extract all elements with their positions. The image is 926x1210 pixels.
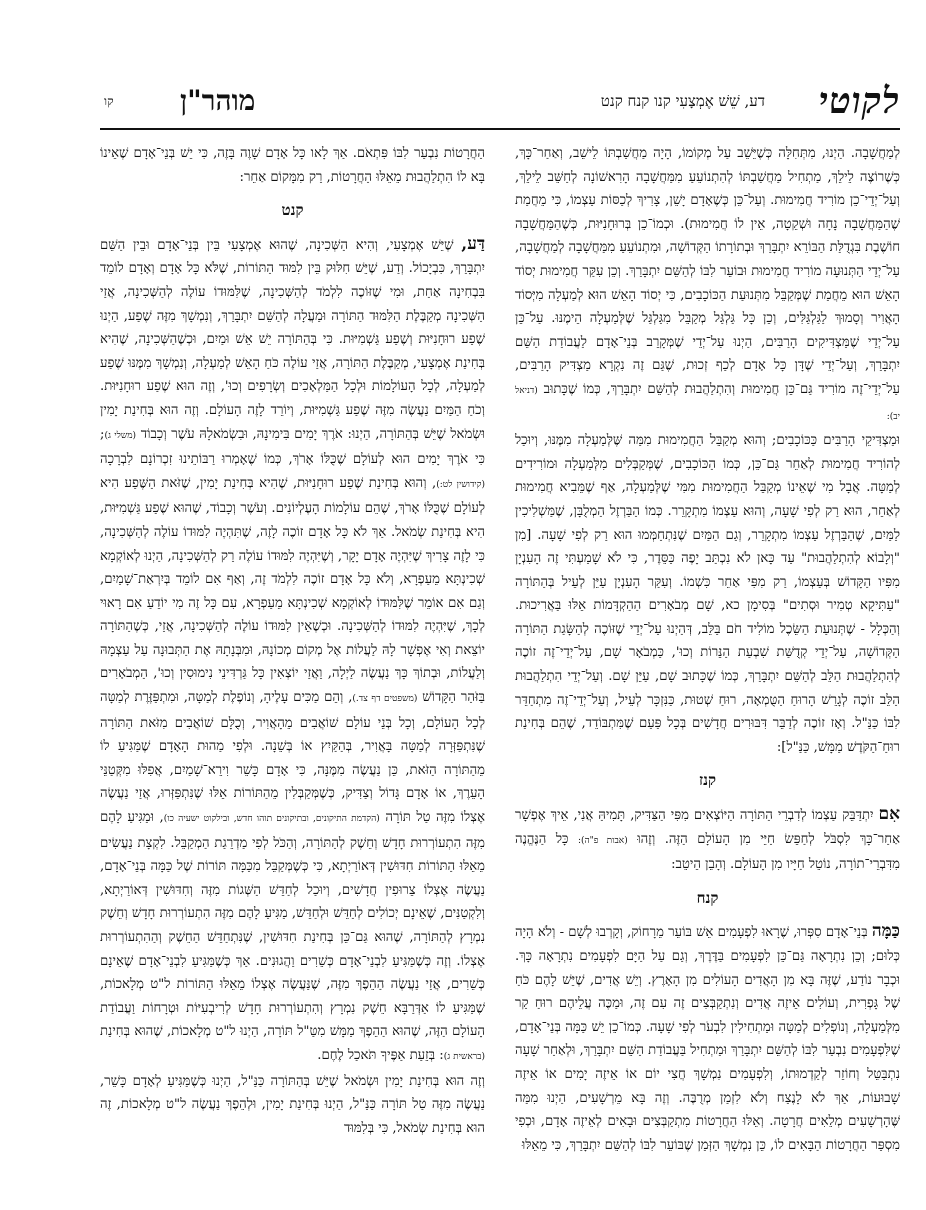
right-column bbox=[515, 142, 900, 1202]
paragraph: הַחֲרָטוֹת נִבְעַר לִבּוֹ פִּתְאֹם. אַךְ לָאו כָּל אָדָם שָׁוֶה בָּזֶה, כִּי יֵשׁ בְּנֵי־אָדָם שֶׁאֵינוֹ בָּא לוֹ הִתְלַהֲבוּת מֵאֵלּוּ הַחֲרָטוֹת, רַק מִמָּקוֹם אַחֵר: bbox=[100, 146, 485, 185]
lead-word: דַּע, bbox=[461, 233, 485, 254]
paragraph: לְמַחֲשָׁבָה. הַיְנוּ, מִתְּחִלָּה כְּשֶׁיֵּשֵׁב עַל מְקוֹמוֹ, הָיָה מַחֲשַׁבְתּוֹ לֵישֵׁב, וְאַחַר־כָּךְ, כְּשֶׁרוֹצֶה לֵילֵךְ, מַתְחִיל מַחֲשַׁבְתּוֹ לְהִתְנוֹעֵעַ מִמַּחֲשָׁבָה הָרִאשׁוֹנָה לְחַשֵּׁב לֵילֵךְ, וְעַל־יְדֵי־כֵן מוֹרִיד חֲמִימוּת. וְעַל־כֵּן כְּשֶׁאָדָם יָשֵׁן, צָרִיךְ לְכַסּוֹת עַצְמוֹ, כִּי מֵחֲמַת שֶׁהַמַּחֲשָׁבָה נָחָה וּשְׁקֵטָה, אֵין לוֹ חֲמִימוּת). וּכְמוֹ־כֵן בְּרוּחָנִיּוּת, כְּשֶׁהַמַּחֲשָׁבָה חוֹשֶׁבֶת בִּגְדֻלַּת הַבּוֹרֵא יִתְבָּרַךְ וּבְתוֹרָתוֹ הַקְּדוֹשָׁה, וּמִתְנוֹעֵעַ מִמַּחֲשָׁבָה לְמַחֲשָׁבָה, עַל־יְדֵי הַתְּנוּעָה מוֹרִיד חֲמִימוּת וּבוֹעֵר לִבּוֹ לְהַשֵּׁם יִתְבָּרַךְ. וְכֵן עִקַּר חֲמִימוּת יְסוֹד הָאֵשׁ הוּא מֵחֲמַת שֶׁמְּקַבֵּל מִתְּנוּעַת הַכּוֹכָבִים, כִּי יְסוֹד הָאֵשׁ הוּא לְמַעְלָה מִיְּסוֹד הָאֲוִיר וְסָמוּךְ לַגַּלְגַּלִּים, וְכֵן כָּל גַּלְגַּל מְקַבֵּל מִגַּלְגַּל שֶׁלְּמַעְלָה הֵימֶנּוּ. עַל־כֵּן עַל־יְדֵי שֶׁמַּצְדִּיקִים הָרַבִּים, הַיְנוּ עַל־יְדֵי שֶׁמְּקָרֵב בְּנֵי־אָדָם לַעֲבוֹדַת הַשֵּׁם יִתְבָּרַךְ, וְעַל־יְדֵי שֶׁדָּן כָּל אָדָם לְכַף זְכוּת, שֶׁגַּם זֶה נִקְרָא מַצְדִּיק הָרַבִּים, עַל־יְדֵי־זֶה מוֹרִיד גַּם־כֵּן חֲמִימוּת וְהִתְלַהֲבוּת לְהַשֵּׁם יִתְבָּרַךְ, כְּמוֹ שֶׁכָּתוּב (דניאל יב): bbox=[515, 146, 900, 422]
section-heading: קנז bbox=[698, 771, 717, 790]
paragraph: דַּע, שֶׁיֵּשׁ אֶמְצָעִי, וְהִיא הַשְּׁכִינָה, שֶׁהוּא אֶמְצָעִי בֵּין בְּנֵי־אָדָם וּבֵין הַשֵּׁם יִתְבָּרַךְ, כִּבְיָכוֹל. וְדַע, שֶׁיֵּשׁ חִלּוּק בֵּין לִמּוּד הַתּוֹרוֹת, שֶׁלֹּא כָּל אָדָם וְאָדָם לוֹמֵד בִּבְחִינָה אַחַת, וּמִי שֶׁזּוֹכֶה לִלְמֹד לְהַשְּׁכִינָה, שֶׁלִּמּוּדוֹ עוֹלֶה לְהַשְּׁכִינָה, אֲזַי הַשְּׁכִינָה מְקַבֶּלֶת הַלִּמּוּד הַתּוֹרָה וּמַעֲלָה לְהַשֵּׁם יִתְבָּרַךְ, וְנִמְשָׁךְ מִזֶּה שֶׁפַע, הַיְנוּ שֶׁפַע רוּחָנִיּוּת וְשֶׁפַע גַּשְׁמִיּוּת. כִּי בְּהַתּוֹרָה יֵשׁ אֵשׁ וּמַיִם, וּכְשֶׁהַשְּׁכִינָה, שֶׁהִיא בְּחִינַת אֶמְצָעִי, מְקַבֶּלֶת הַתּוֹרָה, אֲזַי עוֹלֶה כֹּחַ הָאֵשׁ לְמַעְלָה, וְנִמְשָׁךְ מִמֶּנּוּ שֶׁפַע לְמַעְלָה, לְכָל הָעוֹלָמוֹת וּלְכָל הַמַּלְאָכִים וְשְׂרָפִים וְכוּ', וְזֶה הוּא שֶׁפַע רוּחָנִיּוּת. וְכֹחַ הַמַּיִם נַעֲשֶׂה מִזֶּה שֶׁפַע גַּשְׁמִיּוּת, וְיוֹרֵד לָזֶה הָעוֹלָם. וְזֶה הוּא בְּחִינַת יָמִין וּשְׂמֹאל שֶׁיֵּשׁ בְּהַתּוֹרָה, הַיְנוּ: אֹרֶךְ יָמִים בִּימִינָהּ, וּבִשְׂמֹאלָהּ עֹשֶׁר וְכָבוֹד (משלי ג); כִּי אֹרֶךְ יָמִים הוּא לְעוֹלָם שֶׁכֻּלּוֹ אָרֹךְ, כְּמוֹ שֶׁאָמְרוּ רַבּוֹתֵינוּ זִכְרוֹנָם לִבְרָכָה (קידושין לט:), וְהוּא בְּחִינַת שֶׁפַע רוּחָנִיּוּת, שֶׁהִיא בְּחִינַת יָמִין, שֶׁזֹּאת הַשֶּׁפַע הִיא לְעוֹלָם שֶׁכֻּלּוֹ אָרֹךְ, שֶׁהֵם עוֹלָמוֹת הָעֶלְיוֹנִים. וְעֹשֶׁר וְכָבוֹד, שֶׁהוּא שֶׁפַע גַּשְׁמִיּוּת, הִיא בְּחִינַת שְׂמֹאל. אַךְ לֹא כָּל אָדָם זוֹכֶה לָזֶה, שֶׁתִּהְיֶה לִמּוּדוֹ עוֹלֶה לְהַשְּׁכִינָה, כִּי לָזֶה צָרִיךְ שֶׁיִּהְיֶה אָדָם יָקָר, וְשֶׁיִּהְיֶה לִמּוּדוֹ עוֹלֶה רַק לְהַשְּׁכִינָה, הַיְנוּ לְאוֹקְמָא שְׁכִינְתָּא מֵעַפְרָא, וְלֹא כָּל אָדָם זוֹכֶה לִלְמֹד זֶה, וְאַף אִם לוֹמֵד בְּיִרְאַת־שָׁמַיִם, וְגַם אִם אוֹמֵר שֶׁלִּמּוּדוֹ לְאוֹקְמָא שְׁכִינְתָּא מֵעַפְרָא, עִם כָּל זֶה מִי יוֹדֵעַ אִם רָאוּי לְכָךְ, שֶׁיִּהְיֶה לִמּוּדוֹ לְהַשְּׁכִינָה. וּכְשֶׁאֵין לִמּוּדוֹ עוֹלֶה לְהַשְּׁכִינָה, אֲזַי, כְּשֶׁהַתּוֹרָה יוֹצֵאת וְאִי אֶפְשָׁר לָהּ לַעֲלוֹת אֶל מְקוֹם מְכוֹנָהּ, וּמִבְּנָתָהּ אֶת הַתְּבוּנָה עַל עַצְמָהּ וְלַעֲלוֹת, וּבְתוֹךְ כָּךְ נַעֲשֶׂה לַיְלָה, וַאֲזַי יוֹצְאִין כָּל גַּרְדִּינֵי נִימוּסִין וְכוּ', הַמְבֹאָרִים בַּזֹּהַר הַקָּדוֹשׁ (משפטים דף צד.), וְהֵם מַכִּים עָלֶיהָ, וְנוֹפֶלֶת לְמַטָּה, וּמִתְפַּזֶּרֶת לְמַטָּה לְכָל הָעוֹלָם, וְכָל בְּנֵי עוֹלָם שׁוֹאֲבִים מֵהָאֲוִיר, וְכֻלָּם שׁוֹאֲבִים מִזֹּאת הַתּוֹרָה שֶׁנִּתְפַּזְּרָה לְמַטָּה בָּאֲוִיר, בְּהַקַּיִץ אוֹ בְּשֵׁנָה. וּלְפִי מַהוּת הָאָדָם שֶׁמַּגִּיעַ לוֹ מֵהַתּוֹרָה הַזֹּאת, כֵּן נַעֲשֶׂה מִמֶּנָּה, כִּי אָדָם כָּשֵׁר וִירֵא־שָׁמַיִם, אֲפִלּוּ מִקְּטַנֵּי הָעֵרֶךְ, אוֹ אָדָם גָּדוֹל וְצַדִּיק, כְּשֶׁמְּקַבְּלִין מֵהַתּוֹרוֹת אֵלּוּ שֶׁנִּתְפַּזְּרוּ, אֲזַי נַעֲשֶׂה אֶצְלוֹ מִזֶּה טַל תּוֹרָה (הקדמת התיקונים, ובתיקונים תוהו חדש, ובילקוט ישעיה כו), וּמַגִּיעַ לָהֶם מִזֶּה הִתְעוֹרְרוּת חָדָשׁ וְחֵשֶׁק לְהַתּוֹרָה, וְהַכֹּל לְפִי מַדְרֵגַת הַמְקַבֵּל. לִקְצָת נַעֲשִׂים מֵאֵלּוּ הַתּוֹרוֹת חִדּוּשִׁין דְּאוֹרַיְתָא, כִּי כְּשֶׁמְּקַבֵּל מִכַּמָּה תּוֹרוֹת שֶׁל כַּמָּה בְּנֵי־אָדָם, נַעֲשֶׂה אֶצְלוֹ צֵרוּפִין חֲדָשִׁים, וְיוּכַל לְחַדֵּשׁ הַשְּׁגוֹת מִזֶּה וְחִדּוּשִׁין דְּאוֹרַיְתָא, וְלִקְטַנִּים, שֶׁאֵינָם יְכוֹלִים לְחַדֵּשׁ וּלְחַדֵּשׁ, מַגִּיעַ לָהֶם מִזֶּה הִתְעוֹרְרוּת חָדָשׁ וְחֵשֶׁק נִמְרָץ לְהַתּוֹרָה, שֶׁהוּא גַּם־כֵּן בְּחִינַת חִדּוּשִׁין, שֶׁנִּתְחַדֵּשׁ הַחֵשֶׁק וְהַהִתְעוֹרְרוּת אֶצְלוֹ. וְזֶה כְּשֶׁמַּגִּיעַ לִבְנֵי־אָדָם כְּשֵׁרִים וַהֲגוּנִים. אַךְ כְּשֶׁמַּגִּיעַ לִבְנֵי־אָדָם שֶׁאֵינָם כְּשֵׁרִים, אֲזַי נַעֲשֶׂה הַהֵפֶךְ מִזֶּה, שֶׁנַּעֲשֶׂה אֶצְלוֹ מֵאֵלּוּ הַתּוֹרוֹת ל"ט מְלָאכוֹת, שֶׁמַּגִּיעַ לוֹ אַדְּרַבָּא חֵשֶׁק נִמְרָץ וְהִתְעוֹרְרוּת חָדָשׁ לְרִיבְעִיּוֹת וּטְרָחוֹת וַעֲבוֹדַת הָעוֹלָם הַזֶּה, שֶׁהוּא הַהֵפֶךְ מַמָּשׁ מִטַּ"ל תּוֹרָה, הַיְנוּ ל"ט מְלָאכוֹת, שֶׁהוּא בְּחִינַת (בראשית ג): בְּזֵעַת אַפֶּיךָ תֹּאכַל לֶחֶם. bbox=[100, 233, 485, 1063]
section-heading: קנט bbox=[281, 201, 304, 220]
left-column bbox=[100, 142, 485, 1202]
section-range: דע, שֵׁשׁ אֶמְצָעִי קנו קנח קנט bbox=[600, 92, 765, 110]
citation: (דניאל יב): bbox=[515, 385, 900, 422]
paragraph: אִם יִתְדַּבֵּק עַצְמוֹ לְדִבְרֵי הַתּוֹרָה הַיּוֹצְאִים מִפִּי הַצַּדִּיק, תָּמִיהַּ אֲנִי, אֵיךְ אֶפְשָׁר אַחַר־כָּךְ לִסְבֹּל לְחַפֵּשׂ חַיֵּי מִן הָעוֹלָם הַזֶּה. וְזֶהוּ (אבות פ"ה): כָּל הַנֶּהֱנֶה מִדִּבְרֵי־תוֹרָה, נוֹטֵל חַיָּיו מִן הָעוֹלָם. וְהָבֵן הֵיטֵב: bbox=[515, 804, 900, 873]
paragraph: וּמַצְדִּיקֵי הָרַבִּים כַּכּוֹכָבִים; וְהוּא מְקַבֵּל הַחֲמִימוּת מִמַּה שֶּׁלְּמַעְלָה מִמֶּנּוּ, וְיוּכַל לְהוֹרִיד חֲמִימוּת לְאַחֵר גַּם־כֵּן, כְּמוֹ הַכּוֹכָבִים, שֶׁמְּקַבְּלִים מִלְּמַעְלָה וּמוֹרִידִים לְמַטָּה. אֲבָל מִי שֶׁאֵינוֹ מְקַבֵּל הַחֲמִימוּת מִמִּי שֶׁלְּמַעְלָה, אַף שֶׁמֵּבִיא חֲמִימוּת לְאַחֵר, הוּא רַק לְפִי שָׁעָה, וְהוּא עַצְמוֹ מִתְקָרֵר. כְּמוֹ הַבַּרְזֶל הַמְלֻבָּן, שֶׁמַּשְׁלִיכִין לַמַּיִם, שֶׁהַבַּרְזֶל עַצְמוֹ מִתְקָרֵר, וְגַם הַמַּיִם שֶׁנִּתְחַמְּמוּ הוּא רַק לְפִי שָׁעָה. [מִן "וְלָבוֹא לְהִתְלַהֲבוּת" עַד כָּאן לֹא נִכְתַּב יָפֶה כַּסֵּדֶר, כִּי לֹא שָׁמַעְתִּי זֶה הָעִנְיָן מִפִּיו הַקָּדוֹשׁ בְּעַצְמוֹ, רַק מִפִּי אַחֵר כִּשְׁמוֹ. וְעִקַּר הָעִנְיָן עַיֵּן לְעֵיל בְּהַתּוֹרָה "עַתִּיקָא טְמִיר וּסְתִים" בְּסִימָן כא, שָׁם מְבֹאָרִים הַהַקְדָּמוֹת אֵלּוּ בַּאֲרִיכוּת. וְהַכְּלָל - שֶׁתְּנוּעַת הַשֵּׂכֶל מוֹלִיד חֹם בַּלֵּב, דְּהַיְנוּ עַל־יְדֵי שֶׁזּוֹכֶה לְהַשָּׂגַת הַתּוֹרָה הַקְּדוֹשָׁה, עַל־יְדֵי קְדֻשַּׁת שִׁבְעַת הַנֵּרוֹת וְכוּ', כַּמְבֹאָר שָׁם, עַל־יְדֵי־זֶה זוֹכֶה לְהִתְלַהֲבוּת הַלֵּב לְהַשֵּׁם יִתְבָּרַךְ, כְּמוֹ שֶׁכָּתוּב שָׁם, עַיֵּן שָׁם. וְעַל־יְדֵי הִתְלַהֲבוּת הַלֵּב זוֹכֶה לְגָרֵשׁ הָרוּחַ הַטֻּמְאָה, רוּחַ שְׁטוּת, כַּנִּזְכָּר לְעֵיל, וְעַל־יְדֵי־זֶה מִתְחַדֵּר לִבּוֹ כַּנַּ"ל. וְאָז זוֹכֶה לְדַבֵּר דִּבּוּרִים חֲדָשִׁים בְּכָל פַּעַם שֶׁמִּתְבּוֹדֵד, שֶׁהֵם בְּחִינַת רוּחַ־הַקֹּדֶשׁ מַמָּשׁ, כַּנַּ"ל]: bbox=[515, 433, 900, 755]
page-number: קו bbox=[104, 94, 114, 108]
citation: (קידושין לט:) bbox=[436, 479, 485, 490]
author-title: מוהר"ן bbox=[180, 84, 256, 117]
lead-word: אִם bbox=[878, 804, 900, 825]
citation: (משלי ג) bbox=[104, 430, 137, 441]
book-title: לקוטי bbox=[818, 80, 900, 122]
section-heading: קנח bbox=[696, 888, 719, 907]
running-header bbox=[100, 80, 900, 130]
paragraph: וְזֶה הוּא בְּחִינַת יָמִין וּשְׂמֹאל שֶׁיֵּשׁ בְּהַתּוֹרָה כַּנַּ"ל, הַיְנוּ כְּשֶׁמַּגִּיעַ לְאָדָם כָּשֵׁר, נַעֲשֶׂה מִזֶּה טַל תּוֹרָה כַּנַּ"ל, הַיְנוּ בְּחִינַת יָמִין, וּלְהֵפֶךְ נַעֲשֶׂה ל"ט מְלָאכוֹת, זֶה הוּא בְּחִינַת שְׂמֹאל, כִּי בְּלִמּוּד bbox=[100, 1073, 485, 1136]
citation: (אבות פ"ה): bbox=[577, 835, 628, 846]
citation: (הקדמת התיקונים, ובתיקונים תוהו חדש, ובילקוט ישעיה כו) bbox=[163, 814, 380, 825]
citation: (בראשית ג) bbox=[443, 1051, 485, 1062]
header-rule bbox=[100, 128, 900, 130]
citation: (משפטים דף צד.) bbox=[352, 694, 418, 705]
paragraph: כַּמָּה בְּנֵי־אָדָם סִפְּרוּ, שֶׁרָאוּ לִפְעָמִים אֵשׁ בּוֹעֵר מֵרָחוֹק, וְקָרְבוּ לְשָׁם - וְלֹא הָיָה כְּלוּם; וְכֵן נִתְרָאָה גַּם־כֵּן לִפְעָמִים בַּדֶּרֶךְ, וְגַם עַל הַיָּם לִפְעָמִים נִתְרָאָה כָּךְ. וּכְבָר נוֹדַע, שֶׁזֶּה בָּא מִן הָאֲדִים הָעוֹלִים מִן הָאָרֶץ. וְיֵשׁ אֲדִים, שֶׁיֵּשׁ לָהֶם כֹּחַ שֶׁל גָּפְרִית, וְעוֹלִים אֵיזֶה אֲדִים וְנִתְקַבְּצִים זֶה עִם זֶה, וּמַכֶּה עֲלֵיהֶם רוּחַ קַר מִלְּמַעְלָה, וְנוֹפְלִים לְמַטָּה וּמַתְחִילִין לִבְעֹר לְפִי שָׁעָה. כְּמוֹ־כֵן יֵשׁ כַּמָּה בְּנֵי־אָדָם, שֶׁלִּפְעָמִים נִבְעַר לִבּוֹ לְהַשֵּׁם יִתְבָּרַךְ וּמַתְחִיל בַּעֲבוֹדַת הַשֵּׁם יִתְבָּרַךְ, וּלְאַחַר שָׁעָה נִתְבַּטֵּל וְחוֹזֵר לְקַדְמוּתוֹ, וְלִפְעָמִים נִמְשָׁךְ חֲצִי יוֹם אוֹ אֵיזֶה יָמִים אוֹ אֵיזֶה שָׁבוּעוֹת, אַךְ לֹא לָנֶצַח וְלֹא לִזְמַן מְרֻבֶּה. וְזֶה בָּא מֵרְשָׁעִים, הַיְנוּ מִמַּה שֶּׁהָרְשָׁעִים מְלֵאִים חֲרָטָה. וְאֵלּוּ הַחֲרָטוֹת מִתְקַבְּצִים וּבָאִים לְאֵיזֶה אָדָם, וּכְפִי מִסְפַּר הַחֲרָטוֹת הַבָּאִים לוֹ, כֵּן נִמְשָׁךְ הַזְּמַן שֶׁבּוֹעֵר לִבּוֹ לְהַשֵּׁם יִתְבָּרַךְ, כִּי מֵאֵלּוּ bbox=[515, 921, 900, 1153]
lead-word: כַּמָּה bbox=[871, 921, 900, 942]
